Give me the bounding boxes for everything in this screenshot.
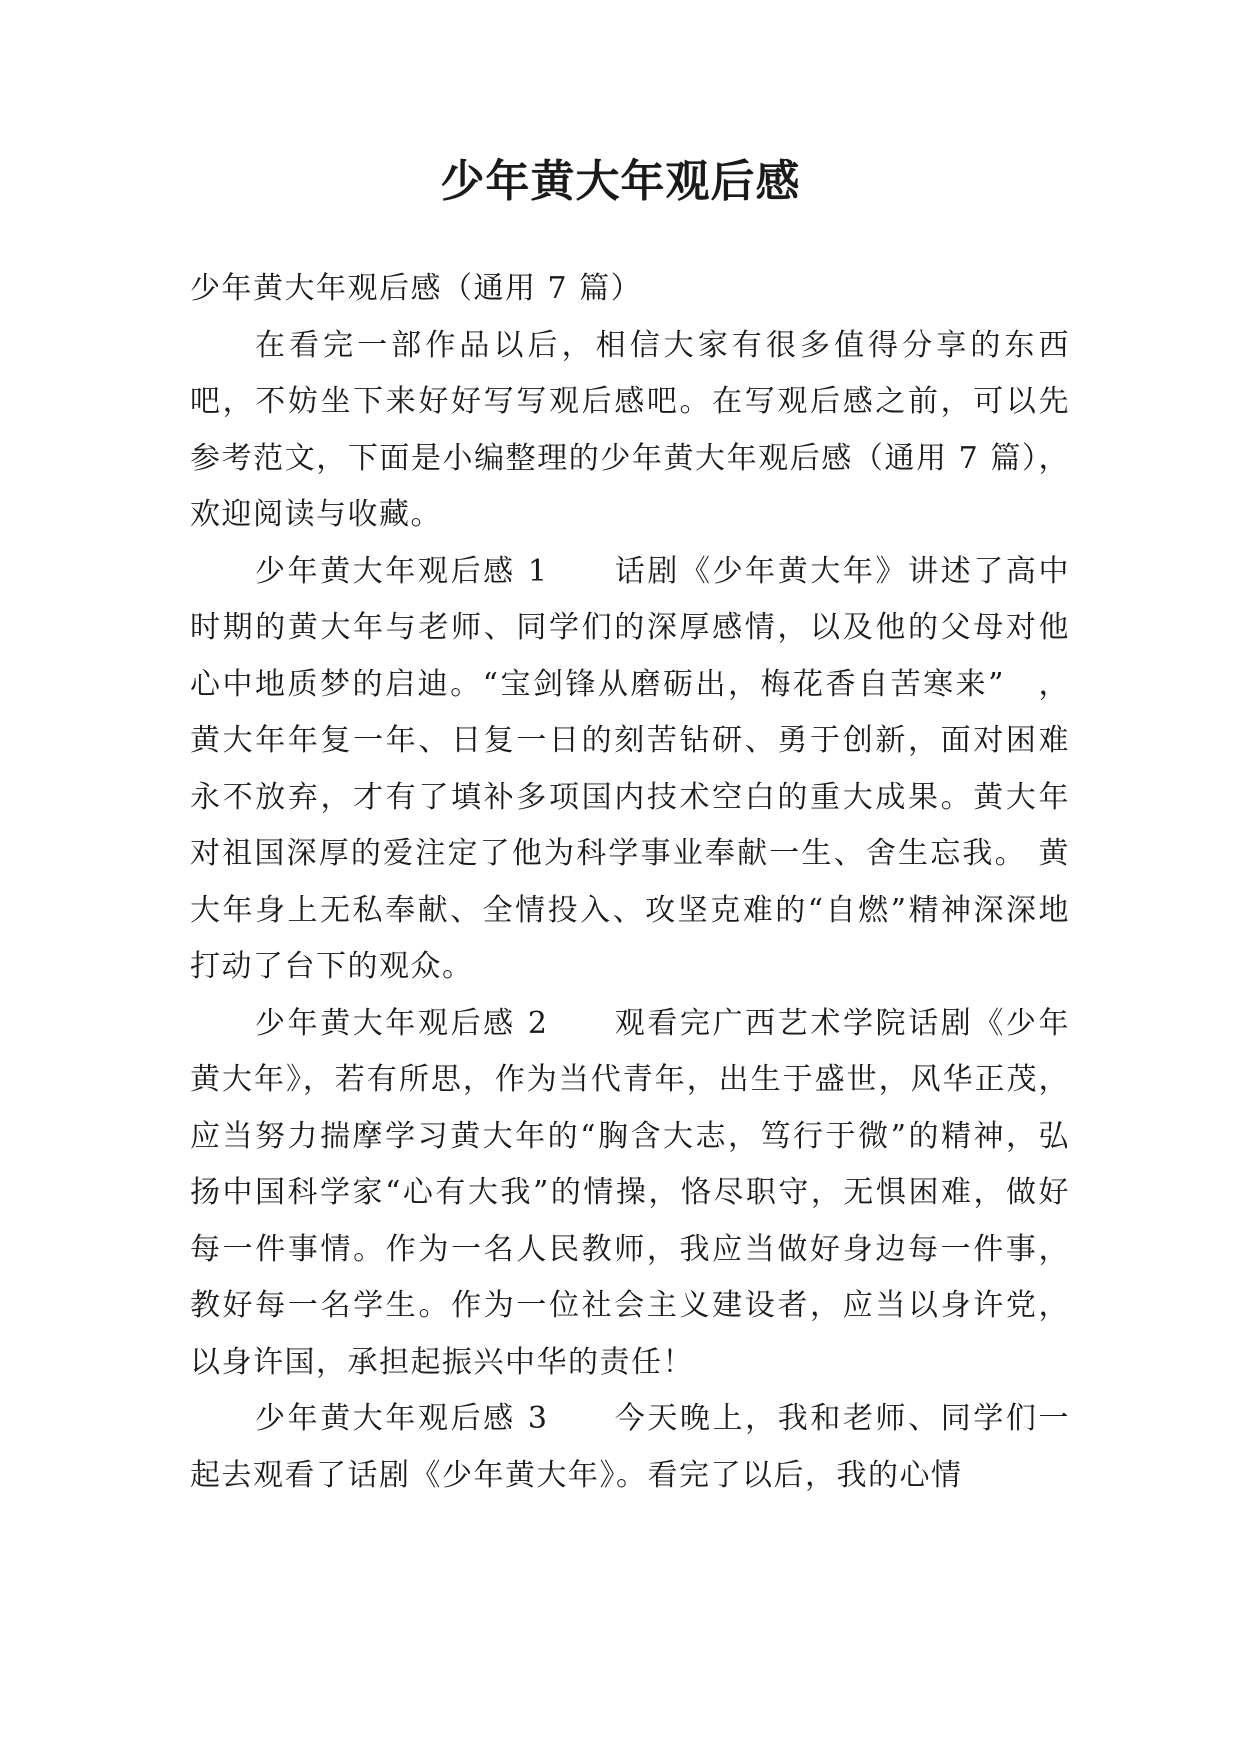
section-heading-3: 少年黄大年观后感 3 bbox=[255, 1401, 549, 1436]
document-title: 少年黄大年观后感 bbox=[440, 156, 801, 207]
section-paragraph-2 bbox=[190, 996, 1070, 1392]
section-text-1: 话剧《少年黄大年》讲述了高中时期的黄大年与老师、同学们的深厚感情，以及他的父母对他心中地质梦的启迪。“宝剑锋从磨砺出，梅花香自苦寒来” ，黄大年年复一年、日复一日的刻苦钻研、勇于创新，面对困难永不放弃，才有了填补多项国内技术空白的重大成果。黄大年对祖国深厚的爱注定了他为科学事业奉献一生、舍生忘我。 黄大年身上无私奉献、全情投入、攻坚克难的“自燃”精神深深地打动了台下的观众。 bbox=[190, 553, 1071, 984]
section-paragraph-1 bbox=[190, 544, 1070, 996]
section-text-3: 今天晚上，我和老师、同学们一起去观看了话剧《少年黄大年》。看完了以后，我的心情 bbox=[190, 1401, 1071, 1493]
intro-paragraph: 在看完一部作品以后，相信大家有很多值得分享的东西吧，不妨坐下来好好写写观后感吧。在写观后感之前，可以先参考范文，下面是小编整理的少年黄大年观后感（通用 7 篇），欢迎阅读与收藏。 bbox=[190, 327, 1070, 532]
section-heading-2: 少年黄大年观后感 2 bbox=[255, 1005, 549, 1041]
section-text-2: 观看完广西艺术学院话剧《少年黄大年》，若有所思，作为当代青年，出生于盛世，风华正茂，应当努力揣摩学习黄大年的“胸含大志，笃行于微”的精神，弘扬中国科学家“心有大我”的情操，恪尽职守，无惧困难，做好每一件事情。作为一名人民教师，我应当做好身边每一件事，教好每一名学生。作为一位社会主义建设者，应当以身许党，以身许国，承担起振兴中华的责任！ bbox=[190, 1005, 1071, 1380]
section-paragraph-3 bbox=[190, 1391, 1070, 1504]
section-heading-1: 少年黄大年观后感 1 bbox=[255, 553, 549, 589]
document-subtitle: 少年黄大年观后感（通用 7 篇） bbox=[190, 271, 643, 306]
document-body bbox=[190, 261, 1070, 1504]
